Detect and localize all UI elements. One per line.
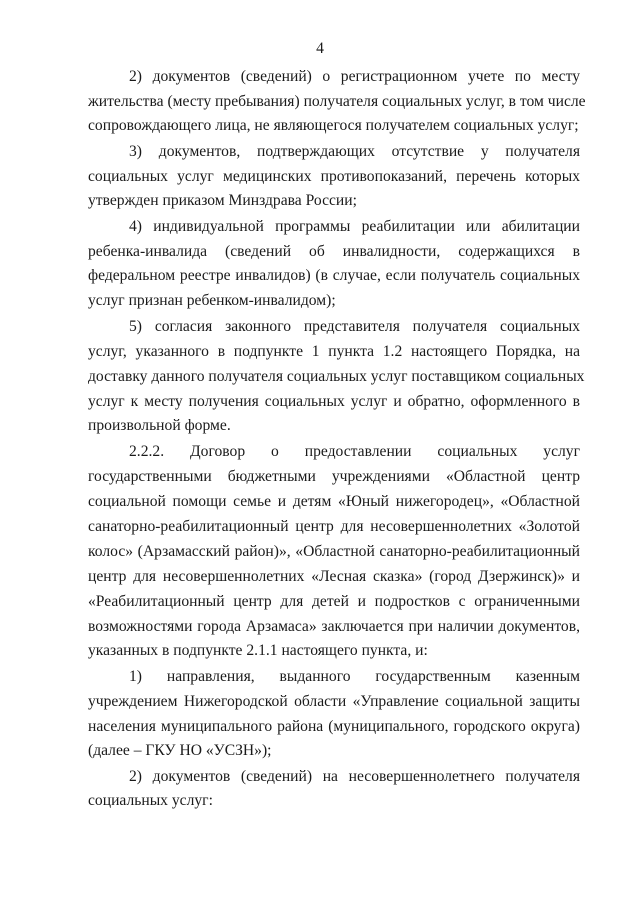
item-number: 5) — [129, 318, 142, 335]
item-number: 2) — [129, 68, 142, 85]
text-line: услуг к месту получения социальных услуг и обратно, оформленного в — [88, 393, 580, 410]
text-line: населения муниципального района (муниципального, городского округа) — [88, 718, 580, 735]
text-line: социальных услуг медицинских противопоказаний, перечень которых — [88, 168, 580, 185]
text-line: социальных услуг: — [88, 792, 213, 809]
text-line: учреждением Нижегородской области «Управление социальной защиты — [88, 693, 580, 710]
line-text: согласия законного представителя получателя социальных — [154, 318, 581, 335]
line-item-3 — [129, 141, 580, 163]
text-line: ребенка-инвалида (сведений об инвалидности, содержащихся в — [88, 243, 580, 260]
item-number: 1) — [129, 668, 142, 685]
line-text: индивидуальной программы реабилитации или абилитации — [153, 218, 580, 235]
line-item-2b — [129, 766, 580, 788]
text-line: указанных в подпункте 2.1.1 настоящего пункта, и: — [88, 642, 428, 659]
text-line: «Реабилитационный центр для детей и подростков с ограниченными — [88, 593, 580, 610]
text-line: санаторно-реабилитационный центр для несовершеннолетних «Золотой — [88, 518, 580, 535]
text-line: услуг, указанного в подпункте 1 пункта 1.2 настоящего Порядка, на — [88, 343, 580, 360]
text-line: услуг признан ребенком-инвалидом); — [88, 292, 336, 309]
text-line: центр для несовершеннолетних «Лесная сказка» (город Дзержинск)» и — [88, 568, 580, 585]
text-line: жительства (месту пребывания) получателя социальных услуг, в том числе — [88, 93, 586, 110]
line-text: документов (сведений) на несовершеннолетнего получателя — [152, 768, 580, 785]
page-number: 4 — [316, 40, 324, 57]
line-text: документов (сведений) о регистрационном учете по месту — [152, 68, 581, 85]
item-number: 2) — [129, 768, 142, 785]
text-line: (далее – ГКУ НО «УСЗН»); — [88, 742, 272, 759]
item-number: 3) — [129, 143, 142, 160]
text-line: социальной помощи семье и детям «Юный нижегородец», «Областной — [88, 493, 580, 510]
text-line: федеральном реестре инвалидов) (в случае, если получатель социальных — [88, 267, 580, 284]
line-item-2-2-2 — [129, 441, 580, 463]
text-line: утвержден приказом Минздрава России; — [88, 192, 357, 209]
line-text: документов, подтверждающих отсутствие у получателя — [158, 143, 580, 160]
line-item-4 — [129, 216, 580, 238]
text-line: колос» (Арзамасский район)», «Областной санаторно-реабилитационный — [88, 543, 580, 560]
line-text: направления, выданного государственным казенным — [166, 668, 580, 685]
item-number: 2.2.2. — [129, 443, 165, 460]
text-line: государственными бюджетными учреждениями «Областной центр — [88, 468, 580, 485]
text-line: сопровождающего лица, не являющегося получателем социальных услуг; — [88, 117, 579, 134]
text-line: произвольной форме. — [88, 417, 231, 434]
line-item-5 — [129, 316, 580, 338]
item-number: 4) — [129, 218, 142, 235]
line-item-2 — [129, 66, 580, 88]
text-line: доставку данного получателя социальных услуг поставщиком социальных — [88, 368, 585, 385]
line-item-1 — [129, 666, 580, 688]
line-text: Договор о предоставлении социальных услуг — [190, 443, 581, 460]
text-line: возможностями города Арзамаса» заключается при наличии документов, — [88, 618, 580, 635]
